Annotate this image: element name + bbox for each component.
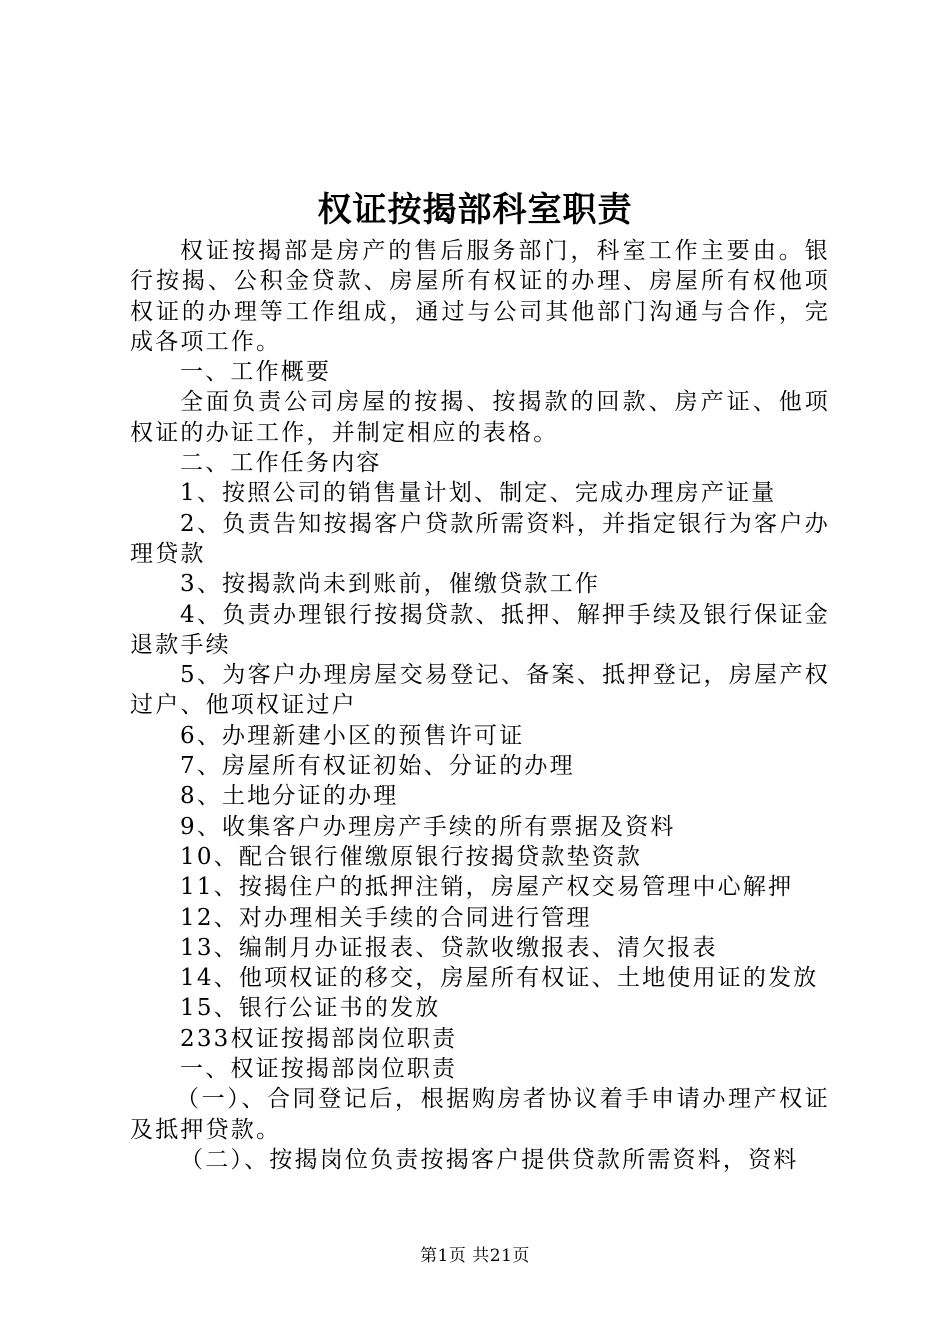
task-item: 7、房屋所有权证初始、分证的办理: [180, 753, 575, 780]
task-item: 14、他项权证的移交，房屋所有权证、土地使用证的发放: [180, 965, 819, 992]
task-item: 3、按揭款尚未到账前，催缴贷款工作: [180, 571, 601, 598]
task-item: 9、收集客户办理房产手续的所有票据及资料: [180, 813, 676, 840]
task-item: 8、土地分证的办理: [180, 783, 399, 810]
task-item: 12、对办理相关手续的合同进行管理: [180, 904, 592, 931]
section-heading-tasks: 二、工作任务内容: [180, 450, 382, 477]
task-item: 4、负责办理银行按揭贷款、抵押、解押手续及银行保证金退款手续: [130, 601, 830, 658]
section-heading-post-duties: 一、权证按揭部岗位职责: [180, 1056, 458, 1083]
task-item: 11、按揭住户的抵押注销，房屋产权交易管理中心解押: [180, 874, 794, 901]
document-body: [130, 236, 830, 1175]
duty-item: （二）、按揭岗位负责按揭客户提供贷款所需资料，资料: [180, 1146, 799, 1173]
task-item: 13、编制月办证报表、贷款收缴报表、清欠报表: [180, 934, 718, 961]
task-item: 1、按照公司的销售量计划、制定、完成办理房产证量: [180, 480, 777, 507]
duty-item: （一）、合同登记后，根据购房者协议着手申请办理产权证及抵押贷款。: [130, 1086, 830, 1143]
task-item: 2、负责告知按揭客户贷款所需资料，并指定银行为客户办理贷款: [130, 510, 830, 567]
section-heading-overview: 一、工作概要: [180, 359, 332, 386]
subheading-post-duties: 233权证按揭部岗位职责: [180, 1025, 458, 1052]
task-item: 10、配合银行催缴原银行按揭贷款垫资款: [180, 843, 643, 870]
task-item: 5、为客户办理房屋交易登记、备案、抵押登记，房屋产权过户、他项权证过户: [130, 662, 830, 719]
intro-paragraph: 权证按揭部是房产的售后服务部门，科室工作主要由。银行按揭、公积金贷款、房屋所有权证的办理、房屋所有权他项权证的办理等工作组成，通过与公司其他部门沟通与合作，完成各项工作。: [130, 238, 830, 355]
task-item: 6、办理新建小区的预售许可证: [180, 722, 525, 749]
page-footer: 第1页 共21页: [420, 1246, 530, 1266]
overview-paragraph: 全面负责公司房屋的按揭、按揭款的回款、房产证、他项权证的办证工作，并制定相应的表格。: [130, 389, 830, 446]
task-item: 15、银行公证书的发放: [180, 995, 441, 1022]
document-title: 权证按揭部科室职责: [317, 190, 633, 230]
